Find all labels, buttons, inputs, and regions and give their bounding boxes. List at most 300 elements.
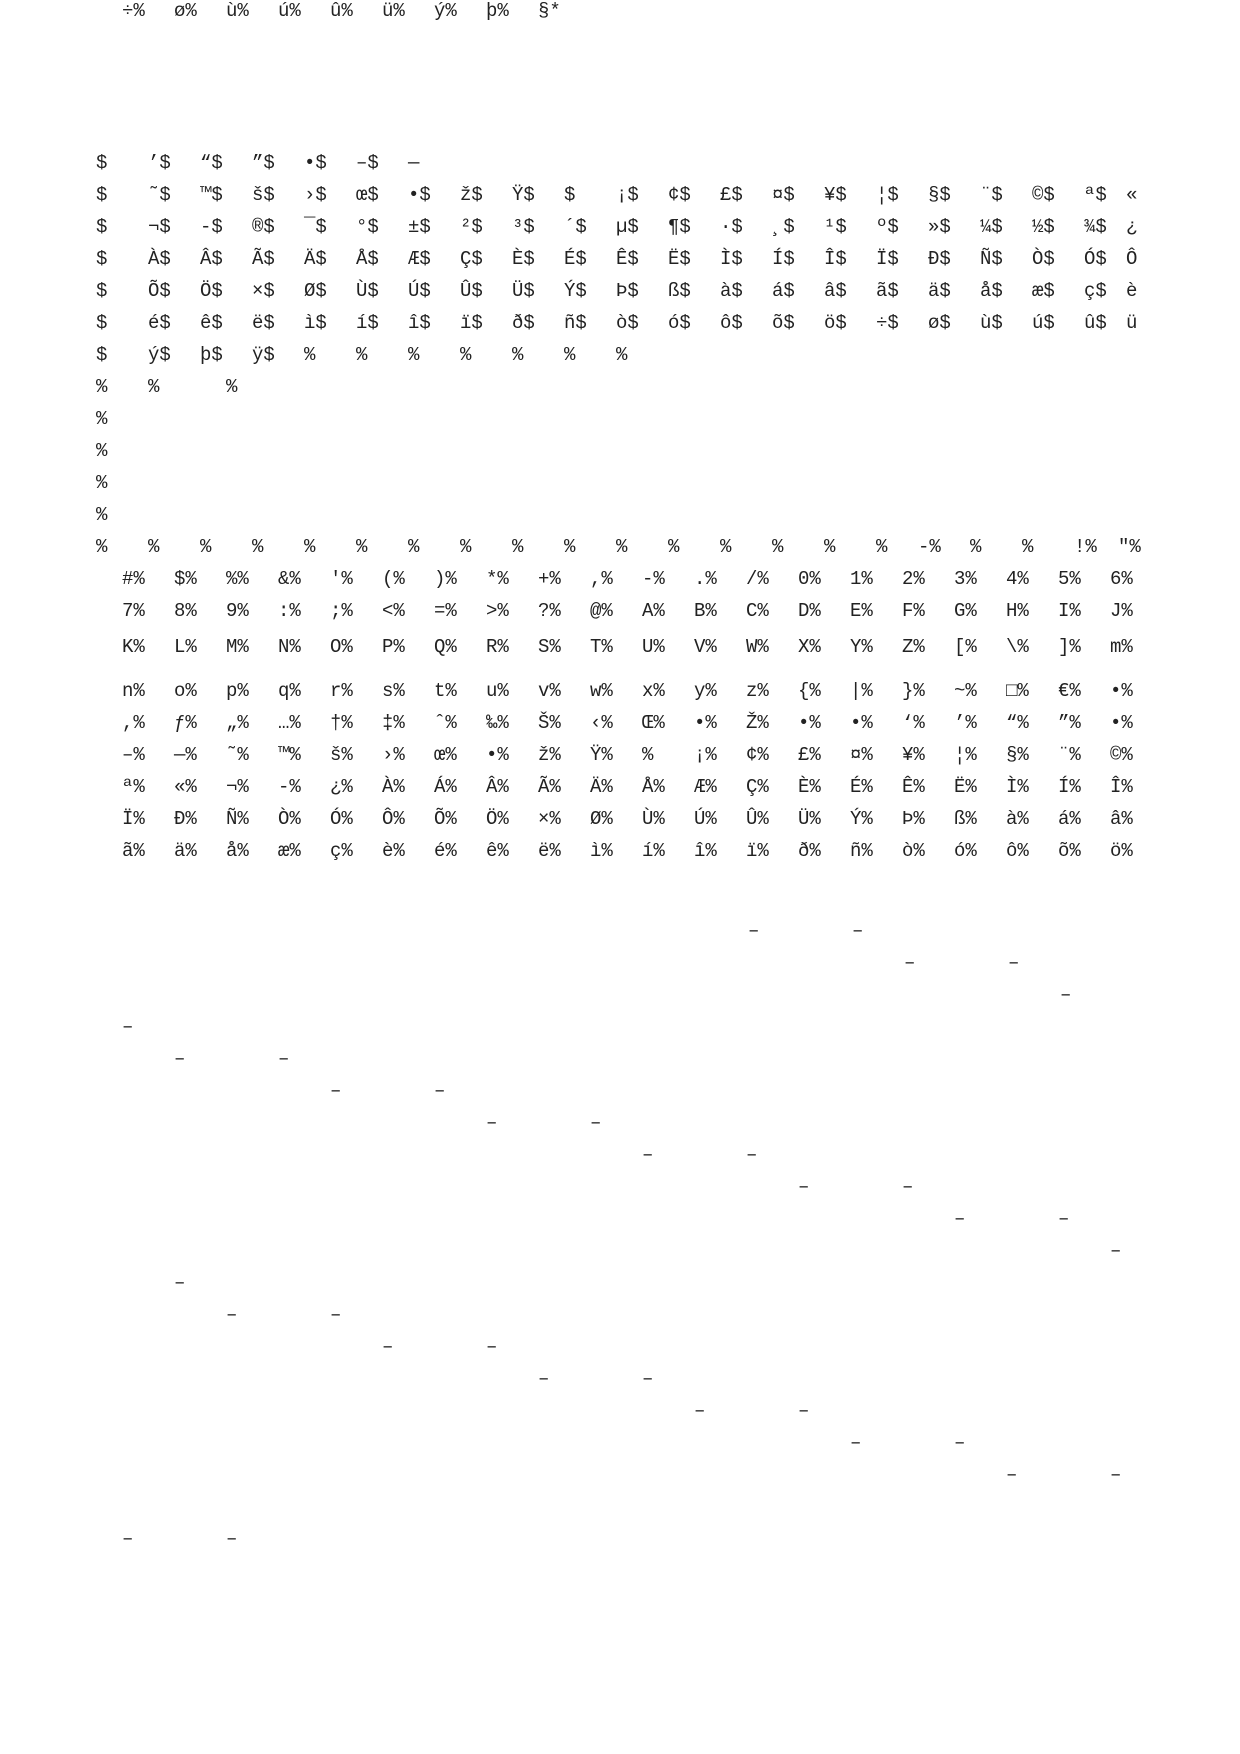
glyph-cell: ‹% xyxy=(590,712,613,734)
glyph-cell: Ÿ% xyxy=(590,744,613,766)
glyph-cell: Î% xyxy=(1110,776,1133,798)
glyph-cell: Ç% xyxy=(746,776,769,798)
glyph-cell: š$ xyxy=(252,184,275,206)
glyph-cell: å% xyxy=(226,840,249,862)
glyph-cell: ý$ xyxy=(148,344,171,366)
glyph-cell: â% xyxy=(1110,808,1133,830)
glyph-cell: ù% xyxy=(226,0,249,22)
glyph-cell: % xyxy=(512,344,524,366)
glyph-cell: Ü% xyxy=(798,808,821,830)
glyph-cell: Ñ$ xyxy=(980,248,1003,270)
dash-mark: – xyxy=(798,1400,810,1422)
glyph-cell: ,% xyxy=(122,712,145,734)
glyph-cell: « xyxy=(1126,184,1138,206)
glyph-cell: M% xyxy=(226,636,249,658)
glyph-cell: Q% xyxy=(434,636,457,658)
glyph-cell: â$ xyxy=(824,280,847,302)
dash-mark: – xyxy=(226,1304,238,1326)
glyph-cell: Ø$ xyxy=(304,280,327,302)
glyph-cell: Û$ xyxy=(460,280,483,302)
glyph-cell: ô% xyxy=(1006,840,1029,862)
glyph-cell: –$ xyxy=(356,152,379,174)
glyph-cell: H% xyxy=(1006,600,1029,622)
dash-mark: – xyxy=(174,1048,186,1070)
glyph-cell: -$ xyxy=(200,216,223,238)
glyph-cell: ¤$ xyxy=(772,184,795,206)
glyph-cell: ½$ xyxy=(1032,216,1055,238)
glyph-cell: ±$ xyxy=(408,216,431,238)
dash-mark: – xyxy=(748,920,760,942)
glyph-cell: ø$ xyxy=(928,312,951,334)
glyph-cell: í$ xyxy=(356,312,379,334)
glyph-cell: y% xyxy=(694,680,717,702)
dash-mark: – xyxy=(538,1368,550,1390)
glyph-cell: ß$ xyxy=(668,280,691,302)
glyph-cell: ˜% xyxy=(226,744,249,766)
glyph-cell: ë% xyxy=(538,840,561,862)
glyph-cell: !% xyxy=(1074,536,1097,558)
glyph-cell: 4% xyxy=(1006,568,1029,590)
glyph-cell: P% xyxy=(382,636,405,658)
glyph-cell: ‰% xyxy=(486,712,509,734)
glyph-cell: í% xyxy=(642,840,665,862)
glyph-cell: é% xyxy=(434,840,457,862)
glyph-cell: $ xyxy=(96,152,108,174)
glyph-cell: >% xyxy=(486,600,509,622)
glyph-cell: $ xyxy=(96,216,108,238)
glyph-cell: S% xyxy=(538,636,561,658)
glyph-cell: % xyxy=(616,344,628,366)
glyph-cell: ¯$ xyxy=(304,216,327,238)
glyph-cell: % xyxy=(304,344,316,366)
dash-mark: – xyxy=(902,1176,914,1198)
glyph-cell: ’% xyxy=(954,712,977,734)
glyph-cell: ¤% xyxy=(850,744,873,766)
glyph-cell: ÷$ xyxy=(876,312,899,334)
glyph-cell: L% xyxy=(174,636,197,658)
glyph-cell: Û% xyxy=(746,808,769,830)
glyph-cell: Ç$ xyxy=(460,248,483,270)
glyph-cell: ç% xyxy=(330,840,353,862)
dash-mark: – xyxy=(746,1144,758,1166)
glyph-cell: % xyxy=(96,504,108,526)
glyph-cell: W% xyxy=(746,636,769,658)
glyph-cell: T% xyxy=(590,636,613,658)
dash-mark: – xyxy=(278,1048,290,1070)
glyph-cell: "% xyxy=(1118,536,1141,558)
glyph-cell: ö% xyxy=(1110,840,1133,862)
glyph-cell: •% xyxy=(850,712,873,734)
glyph-cell: þ$ xyxy=(200,344,223,366)
glyph-cell: +% xyxy=(538,568,561,590)
dash-mark: – xyxy=(330,1304,342,1326)
dash-mark: – xyxy=(174,1272,186,1294)
glyph-cell: Å$ xyxy=(356,248,379,270)
glyph-cell: Ÿ$ xyxy=(512,184,535,206)
dash-mark: – xyxy=(122,1016,134,1038)
glyph-cell: -% xyxy=(642,568,665,590)
glyph-cell: ©% xyxy=(1110,744,1133,766)
glyph-cell: &% xyxy=(278,568,301,590)
glyph-cell: (% xyxy=(382,568,405,590)
glyph-cell: % xyxy=(772,536,784,558)
glyph-cell: |% xyxy=(850,680,873,702)
glyph-cell: °$ xyxy=(356,216,379,238)
glyph-cell: Õ% xyxy=(434,808,457,830)
glyph-cell: ž% xyxy=(538,744,561,766)
glyph-cell: ó% xyxy=(954,840,977,862)
glyph-cell: ¾$ xyxy=(1084,216,1107,238)
glyph-cell: p% xyxy=(226,680,249,702)
glyph-cell: ó$ xyxy=(668,312,691,334)
glyph-cell: #% xyxy=(122,568,145,590)
glyph-cell: Æ% xyxy=(694,776,717,798)
glyph-cell: Œ% xyxy=(642,712,665,734)
glyph-cell: î% xyxy=(694,840,717,862)
glyph-cell: ¡% xyxy=(694,744,717,766)
glyph-cell: % xyxy=(720,536,732,558)
glyph-cell: ú$ xyxy=(1032,312,1055,334)
glyph-cell: ä$ xyxy=(928,280,951,302)
glyph-cell: Ö$ xyxy=(200,280,223,302)
glyph-cell: ·$ xyxy=(720,216,743,238)
glyph-cell: ³$ xyxy=(512,216,535,238)
glyph-cell: Ý$ xyxy=(564,280,587,302)
dash-mark: – xyxy=(330,1080,342,1102)
glyph-cell: % xyxy=(356,344,368,366)
glyph-cell: u% xyxy=(486,680,509,702)
glyph-cell: µ$ xyxy=(616,216,639,238)
dash-mark: – xyxy=(1060,984,1072,1006)
glyph-cell: ›$ xyxy=(304,184,327,206)
glyph-cell: ú% xyxy=(278,0,301,22)
glyph-cell: % xyxy=(96,536,108,558)
glyph-cell: $% xyxy=(174,568,197,590)
glyph-cell: ×$ xyxy=(252,280,275,302)
glyph-cell: U% xyxy=(642,636,665,658)
glyph-cell: À% xyxy=(382,776,405,798)
glyph-cell: ?% xyxy=(538,600,561,622)
glyph-cell: §$ xyxy=(928,184,951,206)
glyph-cell: -% xyxy=(918,536,941,558)
glyph-cell: ª% xyxy=(122,776,145,798)
glyph-cell: ‡% xyxy=(382,712,405,734)
glyph-cell: 2% xyxy=(902,568,925,590)
glyph-cell: Þ% xyxy=(902,808,925,830)
glyph-cell: û% xyxy=(330,0,353,22)
glyph-cell: •% xyxy=(486,744,509,766)
glyph-cell: X% xyxy=(798,636,821,658)
glyph-cell: % xyxy=(304,536,316,558)
glyph-cell: % xyxy=(460,344,472,366)
glyph-cell: è xyxy=(1126,280,1138,302)
glyph-cell: □% xyxy=(1006,680,1029,702)
glyph-cell: % xyxy=(252,536,264,558)
glyph-cell: é$ xyxy=(148,312,171,334)
glyph-cell: £$ xyxy=(720,184,743,206)
glyph-cell: Â% xyxy=(486,776,509,798)
glyph-cell: .% xyxy=(694,568,717,590)
glyph-cell: ;% xyxy=(330,600,353,622)
glyph-cell: å$ xyxy=(980,280,1003,302)
glyph-cell: ï% xyxy=(746,840,769,862)
glyph-cell: ¬% xyxy=(226,776,249,798)
glyph-cell: Ì% xyxy=(1006,776,1029,798)
glyph-cell: Ã$ xyxy=(252,248,275,270)
glyph-cell: ²$ xyxy=(460,216,483,238)
glyph-cell: ¿ xyxy=(1126,216,1138,238)
glyph-cell: n% xyxy=(122,680,145,702)
glyph-cell: 8% xyxy=(174,600,197,622)
dash-mark: – xyxy=(434,1080,446,1102)
glyph-cell: $ xyxy=(96,344,108,366)
glyph-cell: Ž% xyxy=(746,712,769,734)
glyph-cell: •% xyxy=(1110,712,1133,734)
glyph-cell: z% xyxy=(746,680,769,702)
glyph-cell: •$ xyxy=(408,184,431,206)
glyph-cell: % xyxy=(226,376,238,398)
glyph-cell: †% xyxy=(330,712,353,734)
glyph-cell: 3% xyxy=(954,568,977,590)
glyph-cell: Ý% xyxy=(850,808,873,830)
glyph-cell: •% xyxy=(798,712,821,734)
glyph-cell: q% xyxy=(278,680,301,702)
glyph-cell: ”% xyxy=(1058,712,1081,734)
glyph-cell: —% xyxy=(174,744,197,766)
glyph-cell: % xyxy=(1022,536,1034,558)
glyph-cell: æ% xyxy=(278,840,301,862)
glyph-cell: Þ$ xyxy=(616,280,639,302)
glyph-cell: % xyxy=(970,536,982,558)
glyph-cell: ô$ xyxy=(720,312,743,334)
glyph-cell: — xyxy=(408,152,420,174)
glyph-cell: ¢% xyxy=(746,744,769,766)
glyph-cell: % xyxy=(512,536,524,558)
glyph-cell: ¸$ xyxy=(772,216,795,238)
glyph-cell: '% xyxy=(330,568,353,590)
glyph-cell: -% xyxy=(278,776,301,798)
dash-mark: – xyxy=(1058,1208,1070,1230)
dash-mark: – xyxy=(1110,1464,1122,1486)
glyph-cell: õ% xyxy=(1058,840,1081,862)
glyph-cell: û$ xyxy=(1084,312,1107,334)
glyph-cell: v% xyxy=(538,680,561,702)
glyph-cell: ç$ xyxy=(1084,280,1107,302)
glyph-cell: ]% xyxy=(1058,636,1081,658)
glyph-cell: À$ xyxy=(148,248,171,270)
glyph-cell: <% xyxy=(382,600,405,622)
glyph-cell: Î$ xyxy=(824,248,847,270)
glyph-cell: % xyxy=(96,408,108,430)
glyph-cell: Ó$ xyxy=(1084,248,1107,270)
dash-mark: – xyxy=(590,1112,602,1134)
dash-mark: – xyxy=(382,1336,394,1358)
glyph-cell: }% xyxy=(902,680,925,702)
glyph-cell: $ xyxy=(96,280,108,302)
glyph-cell: % xyxy=(356,536,368,558)
glyph-cell: % xyxy=(148,376,160,398)
glyph-cell: §% xyxy=(1006,744,1029,766)
glyph-cell: ˆ% xyxy=(434,712,457,734)
glyph-cell: ’$ xyxy=(148,152,171,174)
glyph-cell: R% xyxy=(486,636,509,658)
glyph-cell: % xyxy=(564,536,576,558)
glyph-cell: Y% xyxy=(850,636,873,658)
glyph-cell: È$ xyxy=(512,248,535,270)
glyph-cell: ˜$ xyxy=(148,184,171,206)
glyph-cell: [% xyxy=(954,636,977,658)
dash-mark: – xyxy=(954,1432,966,1454)
glyph-cell: % xyxy=(564,344,576,366)
glyph-cell: Ð$ xyxy=(928,248,951,270)
glyph-cell: o% xyxy=(174,680,197,702)
glyph-cell: % xyxy=(96,472,108,494)
glyph-cell: w% xyxy=(590,680,613,702)
glyph-cell: 0% xyxy=(798,568,821,590)
glyph-cell: î$ xyxy=(408,312,431,334)
glyph-cell: ñ% xyxy=(850,840,873,862)
glyph-cell: ,% xyxy=(590,568,613,590)
glyph-cell: É$ xyxy=(564,248,587,270)
glyph-cell: Æ$ xyxy=(408,248,431,270)
glyph-cell: *% xyxy=(486,568,509,590)
dash-mark: – xyxy=(486,1112,498,1134)
glyph-cell: Ê$ xyxy=(616,248,639,270)
glyph-cell: % xyxy=(616,536,628,558)
glyph-cell: œ% xyxy=(434,744,457,766)
glyph-cell: Ò% xyxy=(278,808,301,830)
glyph-cell: O% xyxy=(330,636,353,658)
glyph-cell: $ xyxy=(96,312,108,334)
glyph-cell: ð% xyxy=(798,840,821,862)
glyph-cell: ‘% xyxy=(902,712,925,734)
dash-mark: – xyxy=(798,1176,810,1198)
glyph-cell: E% xyxy=(850,600,873,622)
glyph-cell: …% xyxy=(278,712,301,734)
glyph-cell: D% xyxy=(798,600,821,622)
glyph-cell: %% xyxy=(226,568,249,590)
glyph-cell: F% xyxy=(902,600,925,622)
glyph-cell: ë$ xyxy=(252,312,275,334)
glyph-cell: •% xyxy=(1110,680,1133,702)
glyph-cell: Ú% xyxy=(694,808,717,830)
glyph-cell: É% xyxy=(850,776,873,798)
glyph-cell: ž$ xyxy=(460,184,483,206)
glyph-cell: Š% xyxy=(538,712,561,734)
dash-mark: – xyxy=(226,1528,238,1550)
glyph-cell: “$ xyxy=(200,152,223,174)
glyph-cell: Å% xyxy=(642,776,665,798)
glyph-cell: ™$ xyxy=(200,184,223,206)
glyph-cell: % xyxy=(148,536,160,558)
glyph-cell: Ù$ xyxy=(356,280,379,302)
glyph-cell: £% xyxy=(798,744,821,766)
glyph-cell: €% xyxy=(1058,680,1081,702)
glyph-cell: \% xyxy=(1006,636,1029,658)
dash-mark: – xyxy=(642,1144,654,1166)
glyph-cell: º$ xyxy=(876,216,899,238)
glyph-cell: œ$ xyxy=(356,184,379,206)
glyph-cell: Ô% xyxy=(382,808,405,830)
dash-mark: – xyxy=(852,920,864,942)
glyph-cell: N% xyxy=(278,636,301,658)
glyph-cell: •$ xyxy=(304,152,327,174)
dash-mark: – xyxy=(694,1400,706,1422)
glyph-cell: ¥% xyxy=(902,744,925,766)
glyph-cell: ÿ$ xyxy=(252,344,275,366)
glyph-cell: Ë$ xyxy=(668,248,691,270)
glyph-cell: þ% xyxy=(486,0,509,22)
glyph-cell: Â$ xyxy=(200,248,223,270)
glyph-cell: ›% xyxy=(382,744,405,766)
glyph-cell: “% xyxy=(1006,712,1029,734)
glyph-cell: Ú$ xyxy=(408,280,431,302)
glyph-cell: ã$ xyxy=(876,280,899,302)
glyph-cell: ©$ xyxy=(1032,184,1055,206)
glyph-cell: ä% xyxy=(174,840,197,862)
glyph-cell: % xyxy=(642,744,654,766)
glyph-cell: G% xyxy=(954,600,977,622)
glyph-cell: ƒ% xyxy=(174,712,197,734)
dash-mark: – xyxy=(954,1208,966,1230)
glyph-cell: ù$ xyxy=(980,312,1003,334)
glyph-cell: Í$ xyxy=(772,248,795,270)
glyph-cell: ì$ xyxy=(304,312,327,334)
glyph-cell: Ä$ xyxy=(304,248,327,270)
glyph-cell: {% xyxy=(798,680,821,702)
glyph-cell: ¬$ xyxy=(148,216,171,238)
glyph-cell: % xyxy=(824,536,836,558)
glyph-cell: ¿% xyxy=(330,776,353,798)
glyph-cell: Ð% xyxy=(174,808,197,830)
dash-mark: – xyxy=(850,1432,862,1454)
glyph-cell: ð$ xyxy=(512,312,535,334)
glyph-cell: ª$ xyxy=(1084,184,1107,206)
glyph-cell: à$ xyxy=(720,280,743,302)
glyph-cell: /% xyxy=(746,568,769,590)
glyph-cell: $ xyxy=(564,184,576,206)
glyph-cell: C% xyxy=(746,600,769,622)
dash-mark: – xyxy=(486,1336,498,1358)
glyph-cell: $ xyxy=(96,248,108,270)
dash-mark: – xyxy=(642,1368,654,1390)
glyph-cell: % xyxy=(96,376,108,398)
glyph-cell: „% xyxy=(226,712,249,734)
glyph-cell: r% xyxy=(330,680,353,702)
glyph-cell: =% xyxy=(434,600,457,622)
glyph-cell: ì% xyxy=(590,840,613,862)
glyph-cell: ê% xyxy=(486,840,509,862)
glyph-cell: Ó% xyxy=(330,808,353,830)
glyph-cell: ¶$ xyxy=(668,216,691,238)
glyph-cell: Ò$ xyxy=(1032,248,1055,270)
glyph-cell: Á% xyxy=(434,776,457,798)
glyph-cell: ¹$ xyxy=(824,216,847,238)
glyph-cell: ¨% xyxy=(1058,744,1081,766)
glyph-cell: 9% xyxy=(226,600,249,622)
glyph-cell: x% xyxy=(642,680,665,702)
glyph-cell: ~% xyxy=(954,680,977,702)
glyph-cell: ™% xyxy=(278,744,301,766)
glyph-cell: Ø% xyxy=(590,808,613,830)
glyph-cell: Z% xyxy=(902,636,925,658)
glyph-cell: ×% xyxy=(538,808,561,830)
glyph-cell: $ xyxy=(96,184,108,206)
glyph-cell: Ù% xyxy=(642,808,665,830)
glyph-cell: % xyxy=(876,536,888,558)
glyph-cell: ¦$ xyxy=(876,184,899,206)
glyph-cell: % xyxy=(408,536,420,558)
